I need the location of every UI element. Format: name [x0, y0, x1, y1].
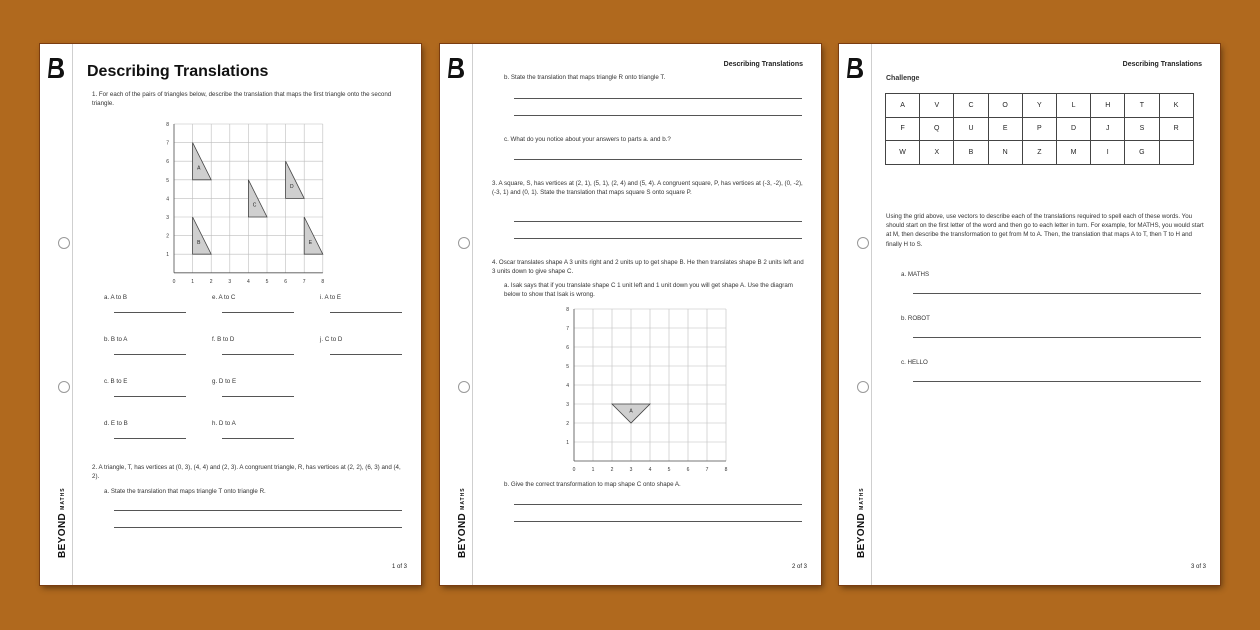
brand-name: BEYOND: [57, 512, 68, 558]
letter-cell: R: [1159, 117, 1193, 141]
part-label: d. E to B: [104, 420, 128, 427]
answer-line[interactable]: [330, 354, 402, 355]
question-2a-text: a. State the translation that maps triangle T onto triangle R.: [104, 488, 266, 495]
letter-cell: L: [1056, 94, 1090, 118]
letter-cell: K: [1159, 94, 1193, 118]
page-sidebar: [440, 44, 473, 585]
answer-line[interactable]: [222, 438, 294, 439]
answer-line[interactable]: [913, 337, 1201, 338]
answer-line[interactable]: [514, 504, 802, 505]
binder-hole: [458, 381, 470, 393]
part-label: g. D to E: [212, 378, 237, 385]
y-tick-label: 3: [566, 402, 569, 408]
triangle-label: D: [289, 184, 294, 190]
page-content: [472, 44, 821, 585]
part-label: h. D to A: [212, 420, 236, 427]
x-tick-label: 5: [265, 278, 269, 285]
letter-cell: F: [886, 117, 920, 141]
x-tick-label: 8: [724, 467, 728, 472]
letter-grid-row: [886, 117, 1194, 141]
challenge-heading: Challenge: [886, 75, 920, 82]
word-label: b. ROBOT: [901, 315, 930, 322]
letter-cell: B: [954, 141, 988, 165]
letter-cell: M: [1056, 141, 1090, 165]
letter-cell: V: [920, 94, 954, 118]
answer-line[interactable]: [514, 221, 802, 222]
answer-line[interactable]: [330, 312, 402, 313]
y-tick-label: 4: [566, 383, 569, 389]
letter-cell: T: [1125, 94, 1159, 118]
part-label: e. A to C: [212, 294, 236, 301]
letter-cell: J: [1091, 117, 1125, 141]
x-tick-label: 1: [591, 467, 595, 472]
x-tick-label: 5: [667, 467, 671, 472]
page-sidebar: [839, 44, 872, 585]
x-tick-label: 4: [648, 467, 652, 472]
brand-wordmark: [856, 487, 867, 558]
y-tick-label: 3: [166, 215, 169, 221]
x-tick-label: 6: [284, 278, 287, 285]
letter-cell: Z: [1022, 141, 1056, 165]
question-2c-text: c. What do you notice about your answers to parts a. and b.?: [504, 136, 671, 143]
letter-cell: [1159, 141, 1193, 165]
part-label: j. C to D: [320, 336, 343, 343]
x-tick-label: 1: [191, 278, 194, 285]
x-tick-label: 7: [302, 278, 306, 285]
x-tick-label: 0: [572, 467, 576, 472]
page-header: Describing Translations: [1122, 61, 1202, 68]
letter-cell: W: [886, 141, 920, 165]
answer-line[interactable]: [114, 527, 402, 528]
x-tick-label: 3: [629, 467, 633, 472]
binder-hole: [458, 237, 470, 249]
brand-wordmark: [57, 487, 68, 558]
part-label: a. A to B: [104, 294, 128, 301]
x-tick-label: 7: [705, 467, 709, 472]
question-1-text: 1. For each of the pairs of triangles below, describe the translation that maps the first triangle onto the second triangle.: [92, 91, 392, 108]
x-tick-label: 4: [247, 278, 250, 285]
question-4-text: 4. Oscar translates shape A 3 units right and 2 units up to get shape B. He then translates shape B 2 units left and 3 units down to give shape C.: [492, 259, 804, 276]
letter-cell: C: [954, 94, 988, 118]
answer-line[interactable]: [114, 354, 186, 355]
coordinate-grid-1: [164, 122, 332, 286]
letter-grid-row: [886, 94, 1194, 118]
answer-line[interactable]: [514, 521, 802, 522]
answer-line[interactable]: [514, 98, 802, 99]
letter-cell: A: [886, 94, 920, 118]
y-tick-label: 8: [166, 122, 169, 128]
worksheet-page-1: [40, 44, 421, 585]
y-tick-label: 6: [166, 159, 169, 166]
answer-line[interactable]: [114, 312, 186, 313]
beyond-logo-icon: [846, 57, 864, 79]
brand-name: BEYOND: [457, 512, 468, 558]
brand-name: BEYOND: [856, 512, 867, 558]
question-3-text: 3. A square, S, has vertices at (2, 1), (5, 1), (2, 4) and (5, 4). A congruent square, P, has vertices at (-3, -2), (0, -2), (-3, 1) and (0, 1). State the translation that maps square S onto square P.: [492, 180, 803, 197]
answer-line[interactable]: [514, 238, 802, 239]
y-tick-label: 8: [566, 307, 569, 313]
word-label: c. HELLO: [901, 359, 928, 366]
y-tick-label: 6: [566, 345, 569, 351]
y-tick-label: 4: [166, 196, 169, 203]
y-tick-label: 2: [166, 233, 169, 240]
answer-line[interactable]: [913, 381, 1201, 382]
letter-cell: X: [920, 141, 954, 165]
worksheet-page-3: [839, 44, 1220, 585]
answer-line[interactable]: [114, 438, 186, 439]
part-label: f. B to D: [212, 336, 235, 343]
letter-cell: H: [1091, 94, 1125, 118]
page-title: Describing Translations: [87, 63, 269, 80]
letter-cell: Y: [1022, 94, 1056, 118]
x-tick-label: 2: [209, 278, 213, 285]
question-2b-text: b. State the translation that maps triangle R onto triangle T.: [504, 74, 666, 81]
answer-line[interactable]: [114, 510, 402, 511]
page-number: 3 of 3: [1190, 564, 1206, 570]
letter-cell: S: [1125, 117, 1159, 141]
y-tick-label: 1: [566, 440, 569, 446]
answer-line[interactable]: [222, 312, 294, 313]
letter-grid-row: [886, 141, 1194, 165]
letter-cell: P: [1022, 117, 1056, 141]
x-tick-label: 3: [228, 278, 232, 285]
part-label: i. A to E: [320, 294, 341, 301]
answer-line[interactable]: [514, 115, 802, 116]
x-tick-label: 6: [686, 467, 690, 472]
part-label: b. B to A: [104, 336, 128, 343]
x-tick-label: 8: [321, 278, 325, 285]
triangle-label: A: [629, 408, 633, 415]
binder-hole: [58, 381, 70, 393]
triangle-label: B: [197, 239, 201, 246]
x-tick-label: 0: [172, 278, 176, 285]
page-sidebar: [40, 44, 73, 585]
brand-sub: MATHS: [60, 487, 66, 510]
worksheet-page-2: [440, 44, 821, 585]
y-tick-label: 7: [166, 140, 169, 147]
letter-cell: N: [988, 141, 1022, 165]
challenge-instructions: Using the grid above, use vectors to describe each of the translations required to spell each of these words. You should start on the first letter of the word and then go to each letter in turn. For example, for MATHS, you would start at M, then describe the transformation to get from M to A. Then, the translation that maps A to T, then T to H and finally H to S.: [886, 213, 1204, 248]
triangle-label: E: [308, 239, 313, 246]
y-tick-label: 1: [166, 252, 169, 259]
y-tick-label: 2: [566, 421, 569, 427]
triangle-label: C: [252, 202, 257, 209]
y-tick-label: 5: [566, 364, 569, 370]
page-number: 2 of 3: [791, 564, 807, 570]
part-label: c. B to E: [104, 378, 128, 385]
letter-cell: E: [988, 117, 1022, 141]
answer-line[interactable]: [913, 293, 1201, 294]
answer-line[interactable]: [222, 354, 294, 355]
page-number: 1 of 3: [391, 564, 407, 570]
page-content: [871, 44, 1220, 585]
answer-line[interactable]: [514, 159, 802, 160]
binder-hole: [857, 237, 869, 249]
question-4a-text: a. Isak says that if you translate shape C 1 unit left and 1 unit down you will get shape A. Use the diagram below to show that Isak is wrong.: [504, 282, 793, 299]
letter-grid: [885, 93, 1194, 165]
letter-cell: O: [988, 94, 1022, 118]
y-tick-label: 5: [166, 177, 169, 184]
letter-cell: Q: [920, 117, 954, 141]
answer-line[interactable]: [222, 396, 294, 397]
word-label: a. MATHS: [901, 271, 930, 278]
x-tick-label: 2: [610, 467, 614, 472]
page-content: [72, 44, 421, 585]
question-2-text: 2. A triangle, T, has vertices at (0, 3), (4, 4) and (2, 3). A congruent triangle, R, has vertices at (2, 2), (6, 3) and (4, 2).: [92, 464, 401, 481]
beyond-logo-icon: [47, 57, 65, 79]
brand-sub: MATHS: [859, 487, 865, 510]
binder-hole: [857, 381, 869, 393]
page-header: Describing Translations: [723, 61, 803, 68]
letter-cell: I: [1091, 141, 1125, 165]
question-4b-text: b. Give the correct transformation to map shape C onto shape A.: [504, 481, 681, 488]
y-tick-label: 7: [566, 326, 569, 332]
letter-cell: G: [1125, 141, 1159, 165]
brand-sub: MATHS: [460, 487, 466, 510]
answer-line[interactable]: [114, 396, 186, 397]
triangle-label: A: [197, 165, 201, 172]
letter-cell: U: [954, 117, 988, 141]
letter-cell: D: [1056, 117, 1090, 141]
coordinate-grid-2: [562, 306, 732, 472]
binder-hole: [58, 237, 70, 249]
brand-wordmark: [457, 487, 468, 558]
beyond-logo-icon: [447, 57, 465, 79]
